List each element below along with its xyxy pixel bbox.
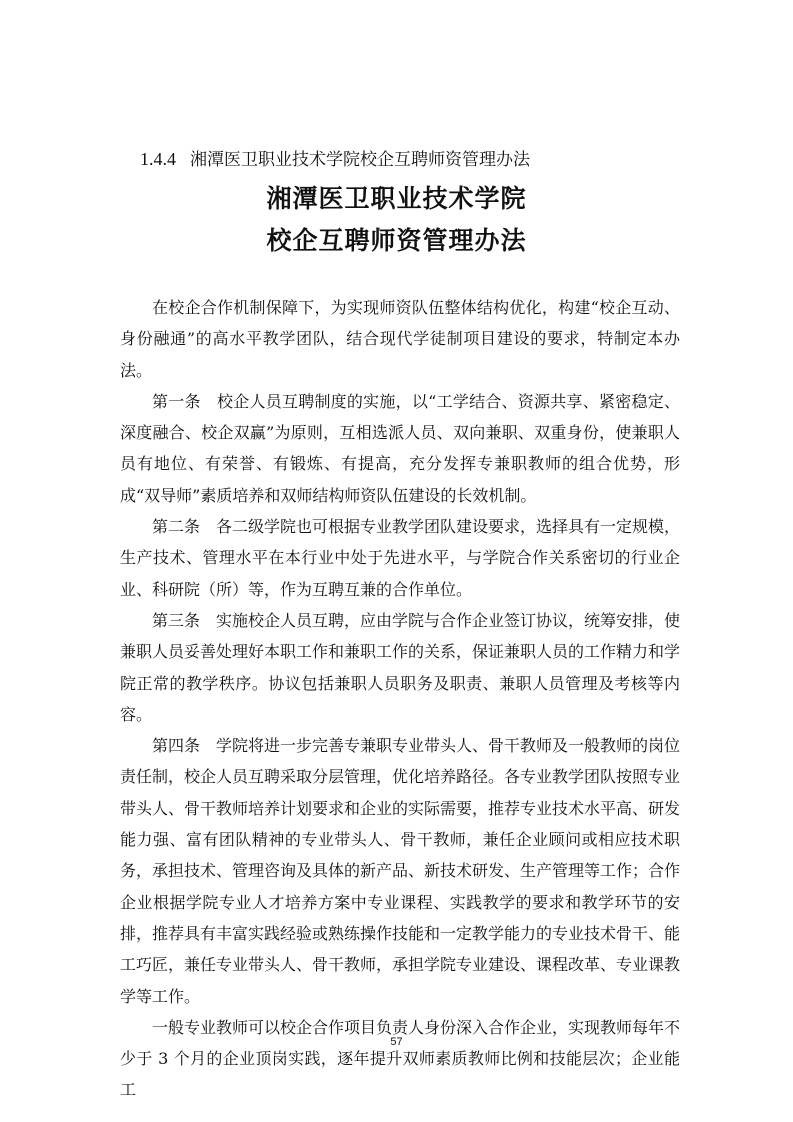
document-title-line-1: 湘潭医卫职业技术学院 [266, 184, 527, 213]
paragraph-article-3: 第三条 实施校企人员互聘，应由学院与合作企业签订协议，统筹安排，使兼职人员妥善处理好本职工作和兼职工作的关系，保证兼职人员的工作精力和学院正常的教学秩序。协议包括兼职人员职务及职责、兼职人员管理及考核等内容。 [120, 610, 681, 724]
paragraph-article-1: 第一条 校企人员互聘制度的实施，以“工学结合、资源共享、紧密稳定、深度融合、校企双赢”为原则，互相选派人员、双向兼职、双重身份，使兼职人员有地位、有荣誉、有锻炼、有提高，充分发挥专兼职教师的组合优势，形成“双导师”素质培养和双师结构师资队伍建设的长效机制。 [120, 391, 680, 505]
section-title: 湘潭医卫职业技术学院校企互聘师资管理办法 [190, 150, 530, 170]
paragraph-article-4: 第四条 学院将进一步完善专兼职专业带头人、骨干教师及一般教师的岗位责任制，校企人员互聘采取分层管理，优化培养路径。各专业教学团队按照专业带头人、骨干教师培养计划要求和企业的实际需要，推荐专业技术水平高、研发能力强、富有团队精神的专业带头人、骨干教师，兼任企业顾问或相应技术职务，承担技术、管理咨询及具体的新产品、新技术研发、生产管理等工作；合作企业根据学院专业人才培养方案中专业课程、实践教学的要求和教学环节的安排，推荐具有丰富实践经验或熟练操作技能和一定教学能力的专业技术骨干、能工巧匠，兼任专业带头人、骨干教师，承担学院专业建设、课程改革、专业课教学等工作。 [120, 736, 681, 1006]
paragraph-general-teachers: 一般专业教师可以校企合作项目负责人身份深入合作企业，实现教师每年不少于 3 个月的企业顶岗实践，逐年提升双师素质教师比例和技能层次；企业能工 [120, 1017, 681, 1100]
paragraph-article-2: 第二条 各二级学院也可根据专业教学团队建设要求，选择具有一定规模，生产技术、管理水平在本行业中处于先进水平，与学院合作关系密切的行业企业、科研院（所）等，作为互聘互兼的合作单位。 [120, 517, 681, 599]
paragraph-preamble: 在校企合作机制保障下，为实现师资队伍整体结构优化，构建“校企互动、身份融通”的高水平教学团队，结合现代学徒制项目建设的要求，特制定本办法。 [120, 298, 680, 380]
page-number: 57 [390, 1036, 403, 1048]
section-number: 1.4.4 [140, 149, 176, 169]
document-title-line-2: 校企互聘师资管理办法 [266, 226, 527, 255]
document-body [120, 292, 680, 1106]
section-heading [140, 147, 530, 172]
